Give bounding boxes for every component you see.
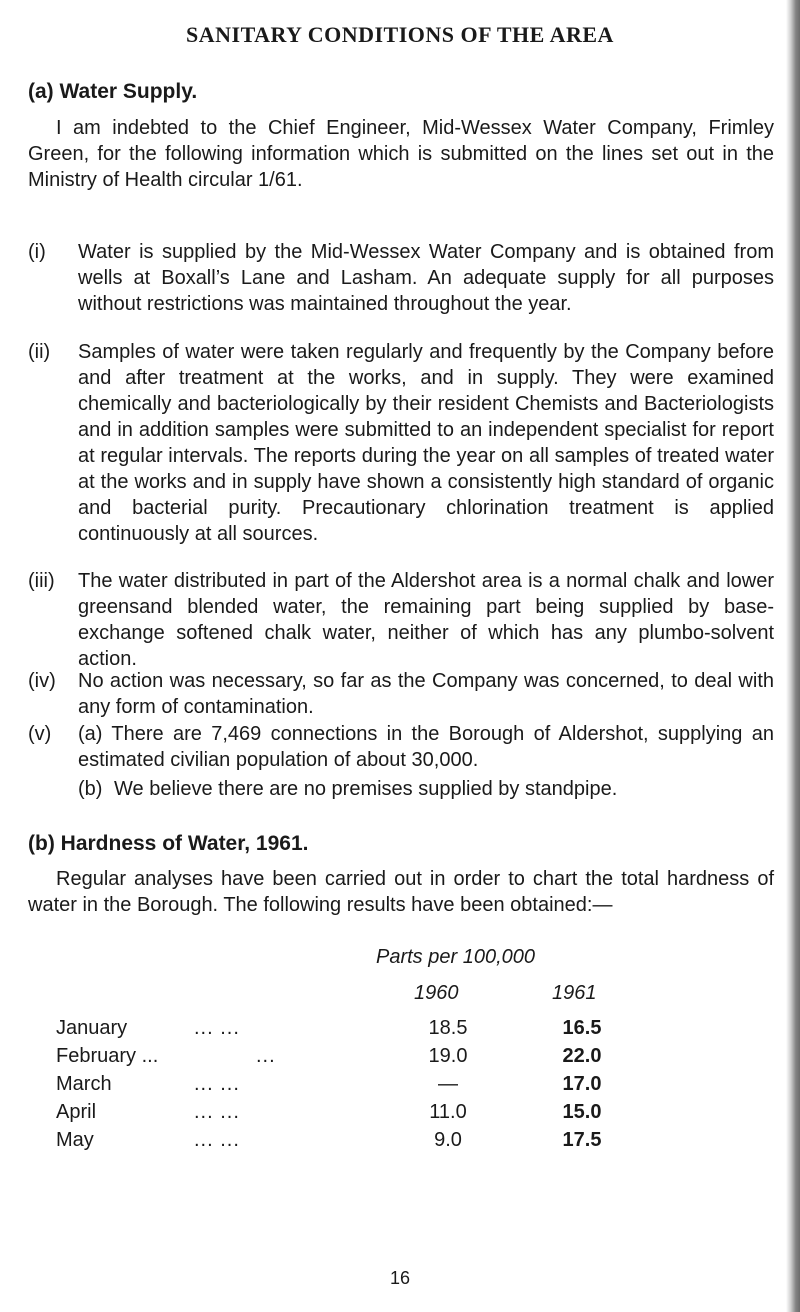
table-header-units: Parts per 100,000 xyxy=(376,946,535,968)
water-supply-intro: I am indebted to the Chief Engineer, Mid-Wessex Water Company, Frimley Green, for the following information which is submitted on the lines set out in the Ministry of Health circular 1/61. xyxy=(28,117,774,191)
table-row xyxy=(56,1073,756,1099)
table-header-1961: 1961 xyxy=(552,982,597,1004)
item-number: (i) xyxy=(28,241,46,263)
item-text: We believe there are no premises supplied by standpipe. xyxy=(114,778,618,800)
table-header-1960: 1960 xyxy=(414,982,459,1004)
item-text: Samples of water were taken regularly and frequently by the Company before and after treatment at the works, and in supply. They were examined chemically and bacteriologically by their resident Chemists and Bacteriologists and in addition samples were submitted to an independent specialist for report at regular intervals. The reports during the year on all samples of treated water at the works and in supply have shown a consistently high standard of organic and bacterial purity. Precautionary chlorination treatment is applied continuously at all sources. xyxy=(78,341,774,545)
value-1960: 19.0 xyxy=(428,1045,468,1067)
month-label: May xyxy=(56,1129,94,1151)
page-number: 16 xyxy=(389,1268,411,1288)
scanned-page-edge xyxy=(786,0,800,1312)
value-1961: 22.0 xyxy=(562,1045,602,1067)
value-1961: 15.0 xyxy=(562,1101,602,1123)
value-1961: 17.5 xyxy=(562,1129,602,1151)
section-heading-water-supply: (a) Water Supply. xyxy=(28,80,198,103)
table-row xyxy=(56,1101,756,1127)
month-label: February ... xyxy=(56,1045,159,1067)
item-number: (ii) xyxy=(28,341,51,363)
value-1960: 9.0 xyxy=(434,1129,462,1151)
value-1961: 17.0 xyxy=(562,1073,602,1095)
item-text: No action was necessary, so far as the Company was concerned, to deal with any form of contamination. xyxy=(78,670,774,718)
month-label: April xyxy=(56,1101,97,1123)
table-row xyxy=(56,1017,756,1043)
leader-dots: ... ... xyxy=(194,1129,240,1151)
value-1960: — xyxy=(438,1073,458,1095)
item-number: (iv) xyxy=(28,670,56,692)
page-title: SANITARY CONDITIONS OF THE AREA xyxy=(186,22,614,47)
month-label: March xyxy=(56,1073,112,1095)
item-text: The water distributed in part of the Aldershot area is a normal chalk and lower greensand blended water, the remaining part being supplied by base-exchange softened chalk water, neither of which has any plumbo-solvent action. xyxy=(78,570,774,670)
item-number: (v) xyxy=(28,723,52,745)
leader-dots: ... ... xyxy=(194,1017,240,1039)
leader-dots: ... ... xyxy=(194,1073,240,1095)
hardness-intro: Regular analyses have been carried out in order to chart the total hardness of water in the Borough. The following results have been obtained:— xyxy=(28,868,774,916)
item-text: Water is supplied by the Mid-Wessex Water Company and is obtained from wells at Boxall’s Lane and Lasham. An adequate supply for all purposes without restrictions was maintained throughout the year. xyxy=(78,241,774,315)
value-1961: 16.5 xyxy=(562,1017,602,1039)
item-text: (a) There are 7,469 connections in the Borough of Aldershot, supplying an estimated civilian population of about 30,000. xyxy=(78,723,774,771)
value-1960: 11.0 xyxy=(429,1101,467,1123)
table-row xyxy=(56,1045,756,1071)
item-number: (b) xyxy=(78,778,103,800)
table-row xyxy=(56,1129,756,1155)
month-label: January xyxy=(56,1017,128,1039)
section-heading-hardness: (b) Hardness of Water, 1961. xyxy=(28,832,309,855)
leader-dots: ... ... xyxy=(194,1101,240,1123)
value-1960: 18.5 xyxy=(428,1017,468,1039)
item-number: (iii) xyxy=(28,570,55,592)
leader-dots: ... xyxy=(256,1045,276,1067)
